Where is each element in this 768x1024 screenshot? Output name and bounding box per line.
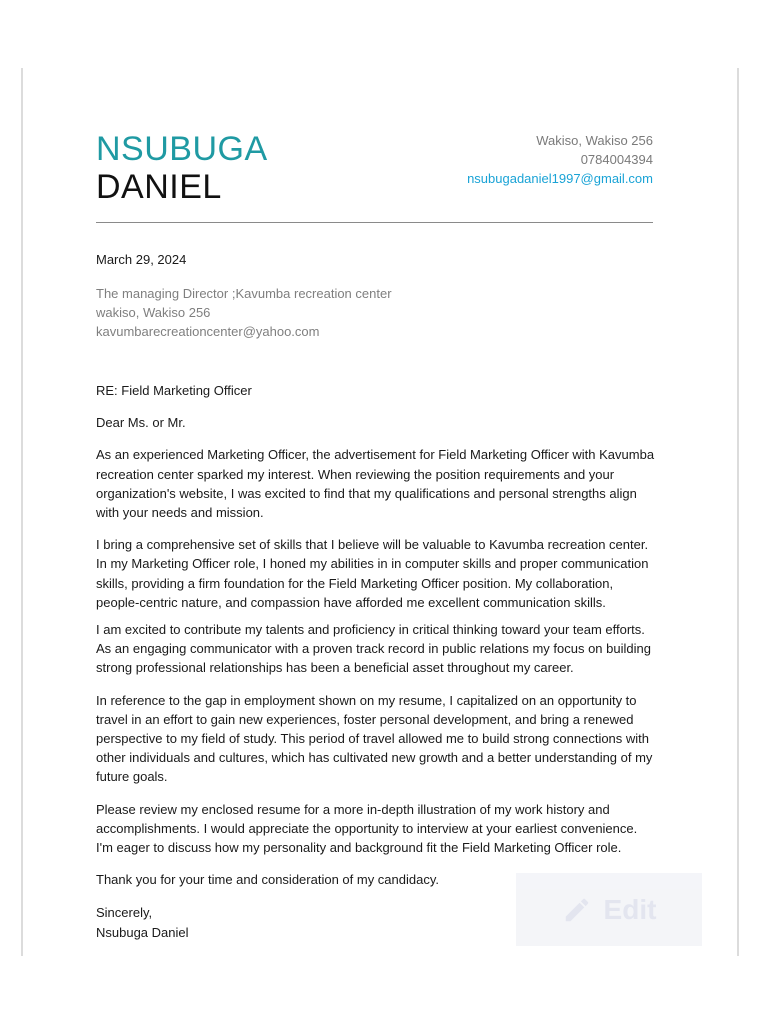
first-name: NSUBUGA	[96, 130, 268, 168]
recipient-line-1: The managing Director ;Kavumba recreation center	[96, 286, 392, 301]
letter-date: March 29, 2024	[96, 252, 187, 267]
letter-body	[96, 381, 656, 942]
page-border-left	[21, 68, 23, 956]
email-link[interactable]: nsubugadaniel1997@gmail.com	[467, 171, 653, 186]
header-divider	[96, 222, 653, 223]
closing: Sincerely,	[96, 905, 153, 921]
phone: 0784004394	[580, 152, 653, 167]
paragraph-2: I bring a comprehensive set of skills that I believe will be valuable to Kavumba recreation center. In my Marketing Officer role, I honed my abilities in in computer skills and proper communication skills, providing a firm foundation for the Field Marketing Officer position. My collaboration, people-centric nature, and compassion have afforded me excellent communication skills.	[96, 537, 649, 610]
pencil-icon	[562, 895, 592, 925]
contact-block	[467, 131, 653, 188]
paragraph-3: I am excited to contribute my talents and proficiency in critical thinking toward your team efforts. As an engaging communicator with a proven track record in public relations my focus on building strong professional relationships has been a beneficial asset throughout my career.	[96, 622, 651, 676]
recipient-email: kavumbarecreationcenter@yahoo.com	[96, 324, 320, 339]
paragraph-5: Please review my enclosed resume for a more in-depth illustration of my work history and accomplishments. I would appreciate the opportunity to interview at your earliest convenience. I'm eager to discuss how my personality and background fit the Field Marketing Officer role.	[96, 801, 638, 856]
page-border-right	[737, 68, 739, 956]
subject-line: RE: Field Marketing Officer	[96, 383, 252, 398]
paragraph-1: As an experienced Marketing Officer, the advertisement for Field Marketing Officer with Kavumba recreation center sparked my interest. When reviewing the position requirements and your organization's website, I was excited to find that my qualifications and personal strengths align with your needs and mission.	[96, 447, 655, 521]
paragraph-4: In reference to the gap in employment shown on my resume, I capitalized on an opportunity to travel in an effort to gain new experiences, foster personal development, and bring a renewed perspective to my field of study. This period of travel allowed me to build strong connections with other individuals and cultures, which has cultivated new growth and a better understanding of my future goals.	[96, 692, 653, 785]
applicant-name	[96, 130, 268, 206]
edit-label: Edit	[603, 893, 657, 925]
thanks-line: Thank you for your time and consideration of my candidacy.	[96, 872, 439, 888]
last-name: DANIEL	[96, 168, 222, 206]
address: Wakiso, Wakiso 256	[536, 133, 653, 148]
edit-button[interactable]	[516, 873, 702, 946]
signature: Nsubuga Daniel	[96, 924, 189, 940]
salutation: Dear Ms. or Mr.	[96, 415, 186, 431]
recipient-line-2: wakiso, Wakiso 256	[96, 305, 211, 320]
recipient-block	[96, 284, 392, 341]
